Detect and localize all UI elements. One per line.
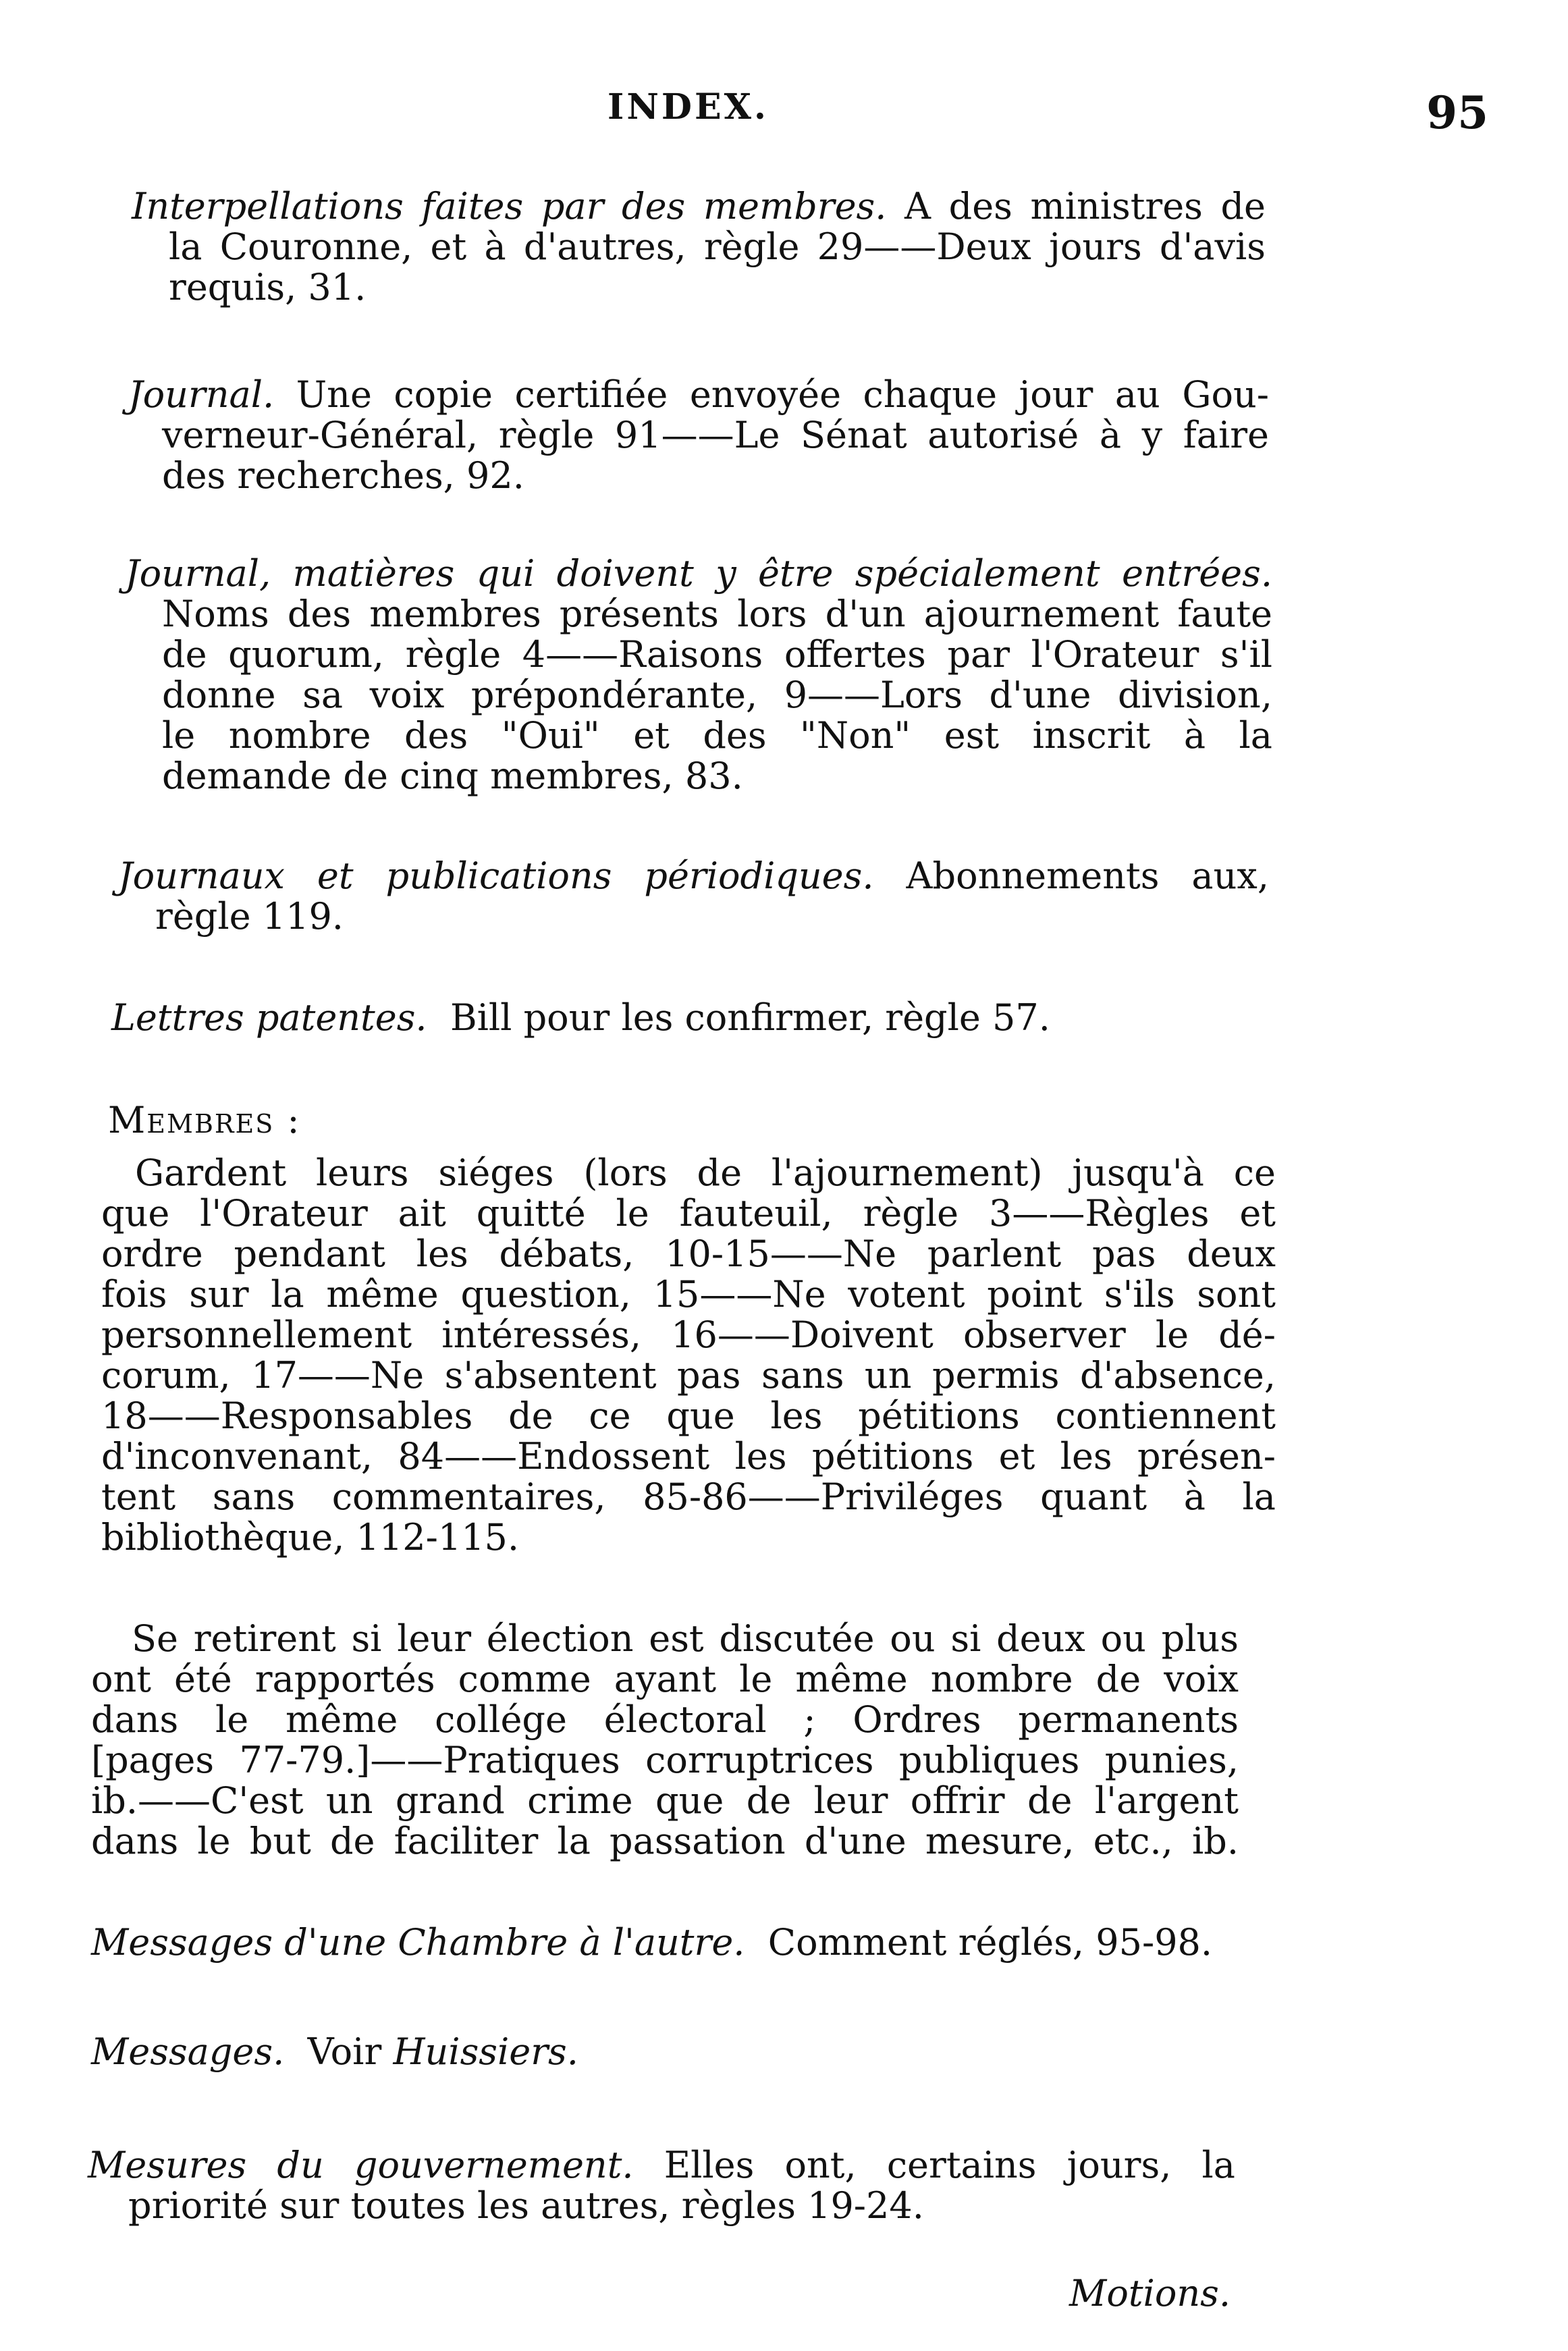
entry-term: Mesures du gouvernement. xyxy=(88,2144,634,2186)
paragraph-line: personnellement intéressés, 16——Doivent observer le dé- xyxy=(101,1314,1276,1356)
entry-text: Voir xyxy=(307,2030,382,2073)
index-entry-journal xyxy=(128,375,1269,496)
entry-text: Comment réglés, 95-98. xyxy=(767,1921,1213,1964)
paragraph-line: bibliothèque, 112-115. xyxy=(101,1516,520,1559)
catchword: Motions. xyxy=(1069,2272,1231,2315)
paragraph-line: Gardent leurs siéges (lors de l'ajournement) jusqu'à ce xyxy=(135,1152,1276,1194)
entry-line: la Couronne, et à d'autres, règle 29——Deux jours d'avis xyxy=(169,225,1266,268)
paragraph-line: ib.——C'est un grand crime que de leur offrir de l'argent xyxy=(91,1779,1239,1822)
entry-term: Interpellations faites par des membres. xyxy=(132,185,887,227)
entry-term: Lettres patentes. xyxy=(111,996,427,1039)
membres-paragraph-2 xyxy=(91,1619,1239,1862)
paragraph-line: fois sur la même question, 15——Ne votent point s'ils sont xyxy=(101,1273,1276,1316)
paragraph-line: que l'Orateur ait quitté le fauteuil, règle 3——Règles et xyxy=(101,1192,1276,1235)
index-entry-journal-matieres xyxy=(125,553,1272,796)
paragraph-line: [pages 77-79.]——Pratiques corruptrices publiques punies, xyxy=(91,1739,1239,1781)
entry-term: Journal. xyxy=(128,373,275,416)
section-heading-membres: Membres : xyxy=(108,1099,301,1141)
index-entry-messages xyxy=(91,2032,578,2072)
paragraph-line: 18——Responsables de ce que les pétitions contiennent xyxy=(101,1395,1276,1437)
paragraph-line: ont été rapportés comme ayant le même nombre de voix xyxy=(91,1658,1239,1700)
paragraph-line: ordre pendant les débats, 10-15——Ne parlent pas deux xyxy=(101,1233,1276,1275)
entry-line: priorité sur toutes les autres, règles 19-24. xyxy=(128,2184,924,2227)
entry-line: le nombre des "Oui" et des "Non" est inscrit à la xyxy=(162,714,1272,757)
paragraph-line: tent sans commentaires, 85-86——Priviléges quant à la xyxy=(101,1476,1276,1518)
cross-reference: Huissiers. xyxy=(393,2030,578,2073)
entry-line: requis, 31. xyxy=(169,266,367,308)
entry-term: Messages. xyxy=(91,2030,285,2073)
page-number: 95 xyxy=(1426,86,1488,139)
entry-term: Messages d'une Chambre à l'autre. xyxy=(91,1921,745,1964)
entry-line: des recherches, 92. xyxy=(162,454,524,497)
index-entry-interpellations xyxy=(132,186,1266,308)
entry-line: Noms des membres présents lors d'un ajournement faute xyxy=(162,593,1272,635)
index-entry-lettres xyxy=(111,998,1259,1038)
entry-text: Bill pour les confirmer, règle 57. xyxy=(450,996,1050,1039)
paragraph-line: d'inconvenant, 84——Endossent les pétitions et les présen- xyxy=(101,1435,1276,1478)
paragraph-line: corum, 17——Ne s'absentent pas sans un permis d'absence, xyxy=(101,1354,1276,1397)
membres-paragraph-1 xyxy=(101,1153,1276,1558)
entry-text: A des ministres de xyxy=(904,185,1266,227)
entry-line: règle 119. xyxy=(155,895,344,938)
index-entry-mesures xyxy=(88,2145,1235,2226)
running-head xyxy=(0,86,1568,140)
entry-line: verneur-Général, règle 91——Le Sénat autorisé à y faire xyxy=(162,414,1269,456)
entry-text: Abonnements aux, xyxy=(906,855,1270,897)
entry-text: Une copie certifiée envoyée chaque jour au Gou- xyxy=(296,373,1269,416)
entry-line: de quorum, règle 4——Raisons offertes par l'Orateur s'il xyxy=(162,633,1272,676)
paragraph-line: Se retirent si leur élection est discutée ou si deux ou plus xyxy=(132,1617,1239,1660)
page-title: INDEX. xyxy=(607,86,769,128)
paragraph-line: dans le même collége électoral ; Ordres permanents xyxy=(91,1698,1239,1741)
entry-line: donne sa voix prépondérante, 9——Lors d'une division, xyxy=(162,674,1272,716)
index-entry-messages-chambre xyxy=(91,1922,1252,1963)
entry-text: Elles ont, certains jours, la xyxy=(664,2144,1235,2186)
index-entry-journaux xyxy=(118,856,1269,937)
entry-line: demande de cinq membres, 83. xyxy=(162,755,743,797)
entry-term: Journal, matières qui doivent y être spécialement entrées. xyxy=(125,552,1272,595)
entry-term: Journaux et publications périodiques. xyxy=(118,855,874,897)
paragraph-line: dans le but de faciliter la passation d'une mesure, etc., ib. xyxy=(91,1820,1239,1862)
